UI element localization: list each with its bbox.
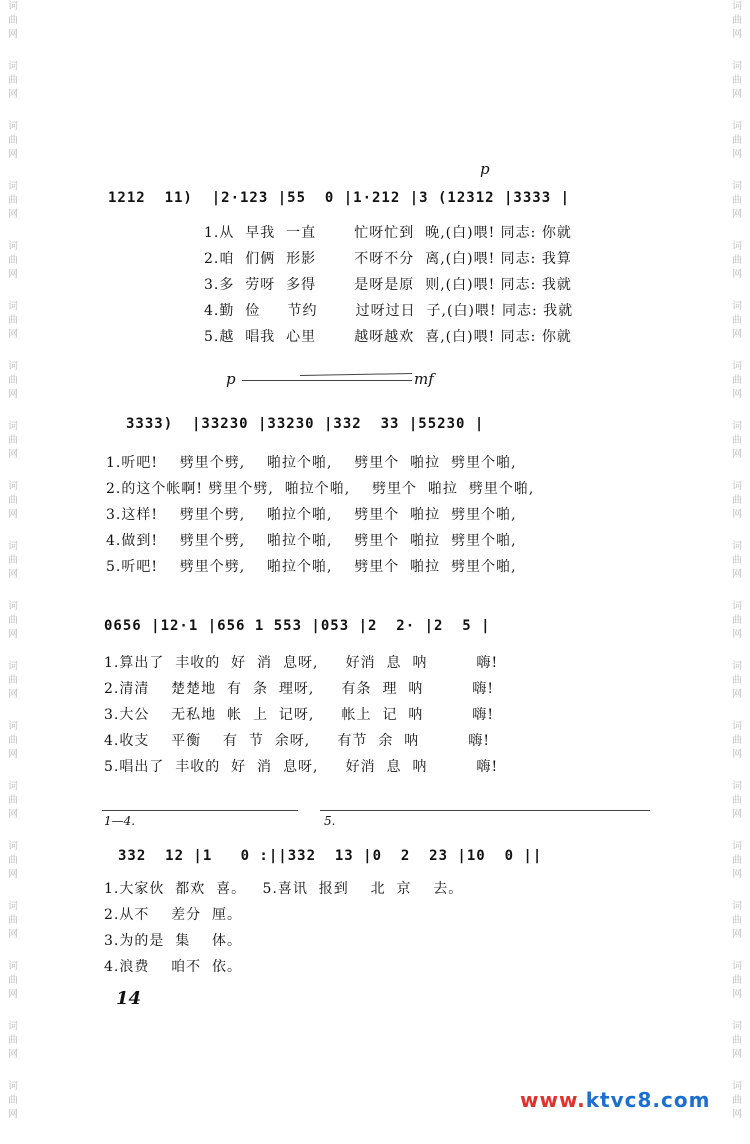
lyric-line: 3.多 劳呀 多得 是呀是原 则,(白)喂! 同志: 我就 (204, 277, 572, 293)
lyric-line: 4.收支 平衡 有 节 余呀, 有节 余 呐 嗨! (104, 733, 490, 749)
lyric-line: 2.从不 差分 厘。 (104, 907, 243, 923)
watermark-stamp: 词 曲 网 (732, 1081, 742, 1120)
watermark-stamp: 词 曲 网 (732, 721, 742, 760)
site-watermark[interactable] (520, 1088, 710, 1112)
volta-bracket (320, 810, 650, 811)
lyric-line: 1.算出了 丰收的 好 消 息呀, 好消 息 呐 嗨! (104, 655, 499, 671)
watermark-stamp: 词 曲 网 (8, 61, 18, 100)
watermark-stamp: 词 曲 网 (8, 121, 18, 160)
lyric-line: 1.大家伙 都欢 喜。 5.喜讯 报到 北 京 去。 (104, 881, 464, 897)
lyric-line: 2.清清 楚楚地 有 条 理呀, 有条 理 呐 嗨! (104, 681, 495, 697)
watermark-stamp: 词 曲 网 (8, 301, 18, 340)
watermark-stamp: 词 曲 网 (8, 601, 18, 640)
watermark-stamp: 词 曲 网 (732, 661, 742, 700)
watermark-stamp: 词 曲 网 (8, 1, 18, 40)
watermark-stamp: 词 曲 网 (732, 1021, 742, 1060)
lyric-line: 5.唱出了 丰收的 好 消 息呀, 好消 息 呐 嗨! (104, 759, 499, 775)
watermark-stamp: 词 曲 网 (732, 181, 742, 220)
lyric-line: 1.从 早我 一直 忙呀忙到 晚,(白)喂! 同志: 你就 (204, 225, 572, 241)
volta-label: 1—4. (104, 814, 136, 828)
dynamic-marking: p (480, 160, 490, 178)
lyric-line: 2.的这个帐啊! 劈里个劈, 啪拉个啪, 劈里个 啪拉 劈里个啪, (106, 481, 535, 497)
lyric-line: 3.为的是 集 体。 (104, 933, 243, 949)
volta-label: 5. (324, 814, 336, 828)
lyric-line: 5.越 唱我 心里 越呀越欢 喜,(白)喂! 同志: 你就 (204, 329, 572, 345)
watermark-stamp: 词 曲 网 (732, 901, 742, 940)
watermark-stamp: 词 曲 网 (732, 361, 742, 400)
watermark-stamp: 词 曲 网 (8, 241, 18, 280)
site-part-2: ktvc8.com (585, 1088, 711, 1112)
dynamic-marking: p (226, 370, 236, 388)
lyric-line: 1.听吧! 劈里个劈, 啪拉个啪, 劈里个 啪拉 劈里个啪, (106, 455, 517, 471)
watermark-stamp: 词 曲 网 (732, 301, 742, 340)
watermark-left (2, 0, 24, 1144)
watermark-stamp: 词 曲 网 (732, 121, 742, 160)
watermark-stamp: 词 曲 网 (8, 721, 18, 760)
watermark-stamp: 词 曲 网 (8, 661, 18, 700)
notation-line: 1212 11) |2·123 |55 0 |1·212 |3 (12312 |3333 | (108, 190, 571, 206)
notation-line: 3333) |33230 |33230 |332 33 |55230 | (126, 416, 485, 432)
watermark-stamp: 词 曲 网 (8, 961, 18, 1000)
lyric-line: 3.这样! 劈里个劈, 啪拉个啪, 劈里个 啪拉 劈里个啪, (106, 507, 517, 523)
notation-line: 0656 |12·1 |656 1 553 |053 |2 2· |2 5 | (104, 618, 491, 634)
lyric-line: 2.咱 们俩 形影 不呀不分 离,(白)喂! 同志: 我算 (204, 251, 572, 267)
crescendo-line (300, 373, 412, 376)
watermark-stamp: 词 曲 网 (732, 241, 742, 280)
watermark-stamp: 词 曲 网 (732, 481, 742, 520)
watermark-stamp: 词 曲 网 (732, 781, 742, 820)
watermark-stamp: 词 曲 网 (8, 841, 18, 880)
page-number: 14 (116, 988, 142, 1009)
lyric-line: 4.勤 俭 节约 过呀过日 子,(白)喂! 同志: 我就 (204, 303, 574, 319)
notation-line: 332 12 |1 0 :||332 13 |0 2 23 |10 0 || (118, 848, 543, 864)
watermark-stamp: 词 曲 网 (8, 421, 18, 460)
watermark-stamp: 词 曲 网 (8, 1021, 18, 1060)
lyric-line: 4.浪费 咱不 依。 (104, 959, 243, 975)
lyric-line: 4.做到! 劈里个劈, 啪拉个啪, 劈里个 啪拉 劈里个啪, (106, 533, 517, 549)
watermark-stamp: 词 曲 网 (8, 1081, 18, 1120)
watermark-stamp: 词 曲 网 (732, 421, 742, 460)
watermark-stamp: 词 曲 网 (732, 61, 742, 100)
site-part-1: www. (520, 1088, 586, 1112)
watermark-stamp: 词 曲 网 (8, 181, 18, 220)
watermark-stamp: 词 曲 网 (8, 901, 18, 940)
watermark-stamp: 词 曲 网 (8, 481, 18, 520)
watermark-stamp: 词 曲 网 (8, 361, 18, 400)
watermark-stamp: 词 曲 网 (732, 541, 742, 580)
watermark-stamp: 词 曲 网 (732, 841, 742, 880)
watermark-stamp: 词 曲 网 (732, 1, 742, 40)
watermark-stamp: 词 曲 网 (8, 781, 18, 820)
crescendo-line (242, 380, 412, 381)
volta-bracket (102, 810, 298, 811)
watermark-stamp: 词 曲 网 (732, 961, 742, 1000)
lyric-line: 5.听吧! 劈里个劈, 啪拉个啪, 劈里个 啪拉 劈里个啪, (106, 559, 517, 575)
lyric-line: 3.大公 无私地 帐 上 记呀, 帐上 记 呐 嗨! (104, 707, 495, 723)
watermark-stamp: 词 曲 网 (8, 541, 18, 580)
watermark-stamp: 词 曲 网 (732, 601, 742, 640)
watermark-right (726, 0, 748, 1144)
dynamic-marking: mf (414, 370, 434, 388)
